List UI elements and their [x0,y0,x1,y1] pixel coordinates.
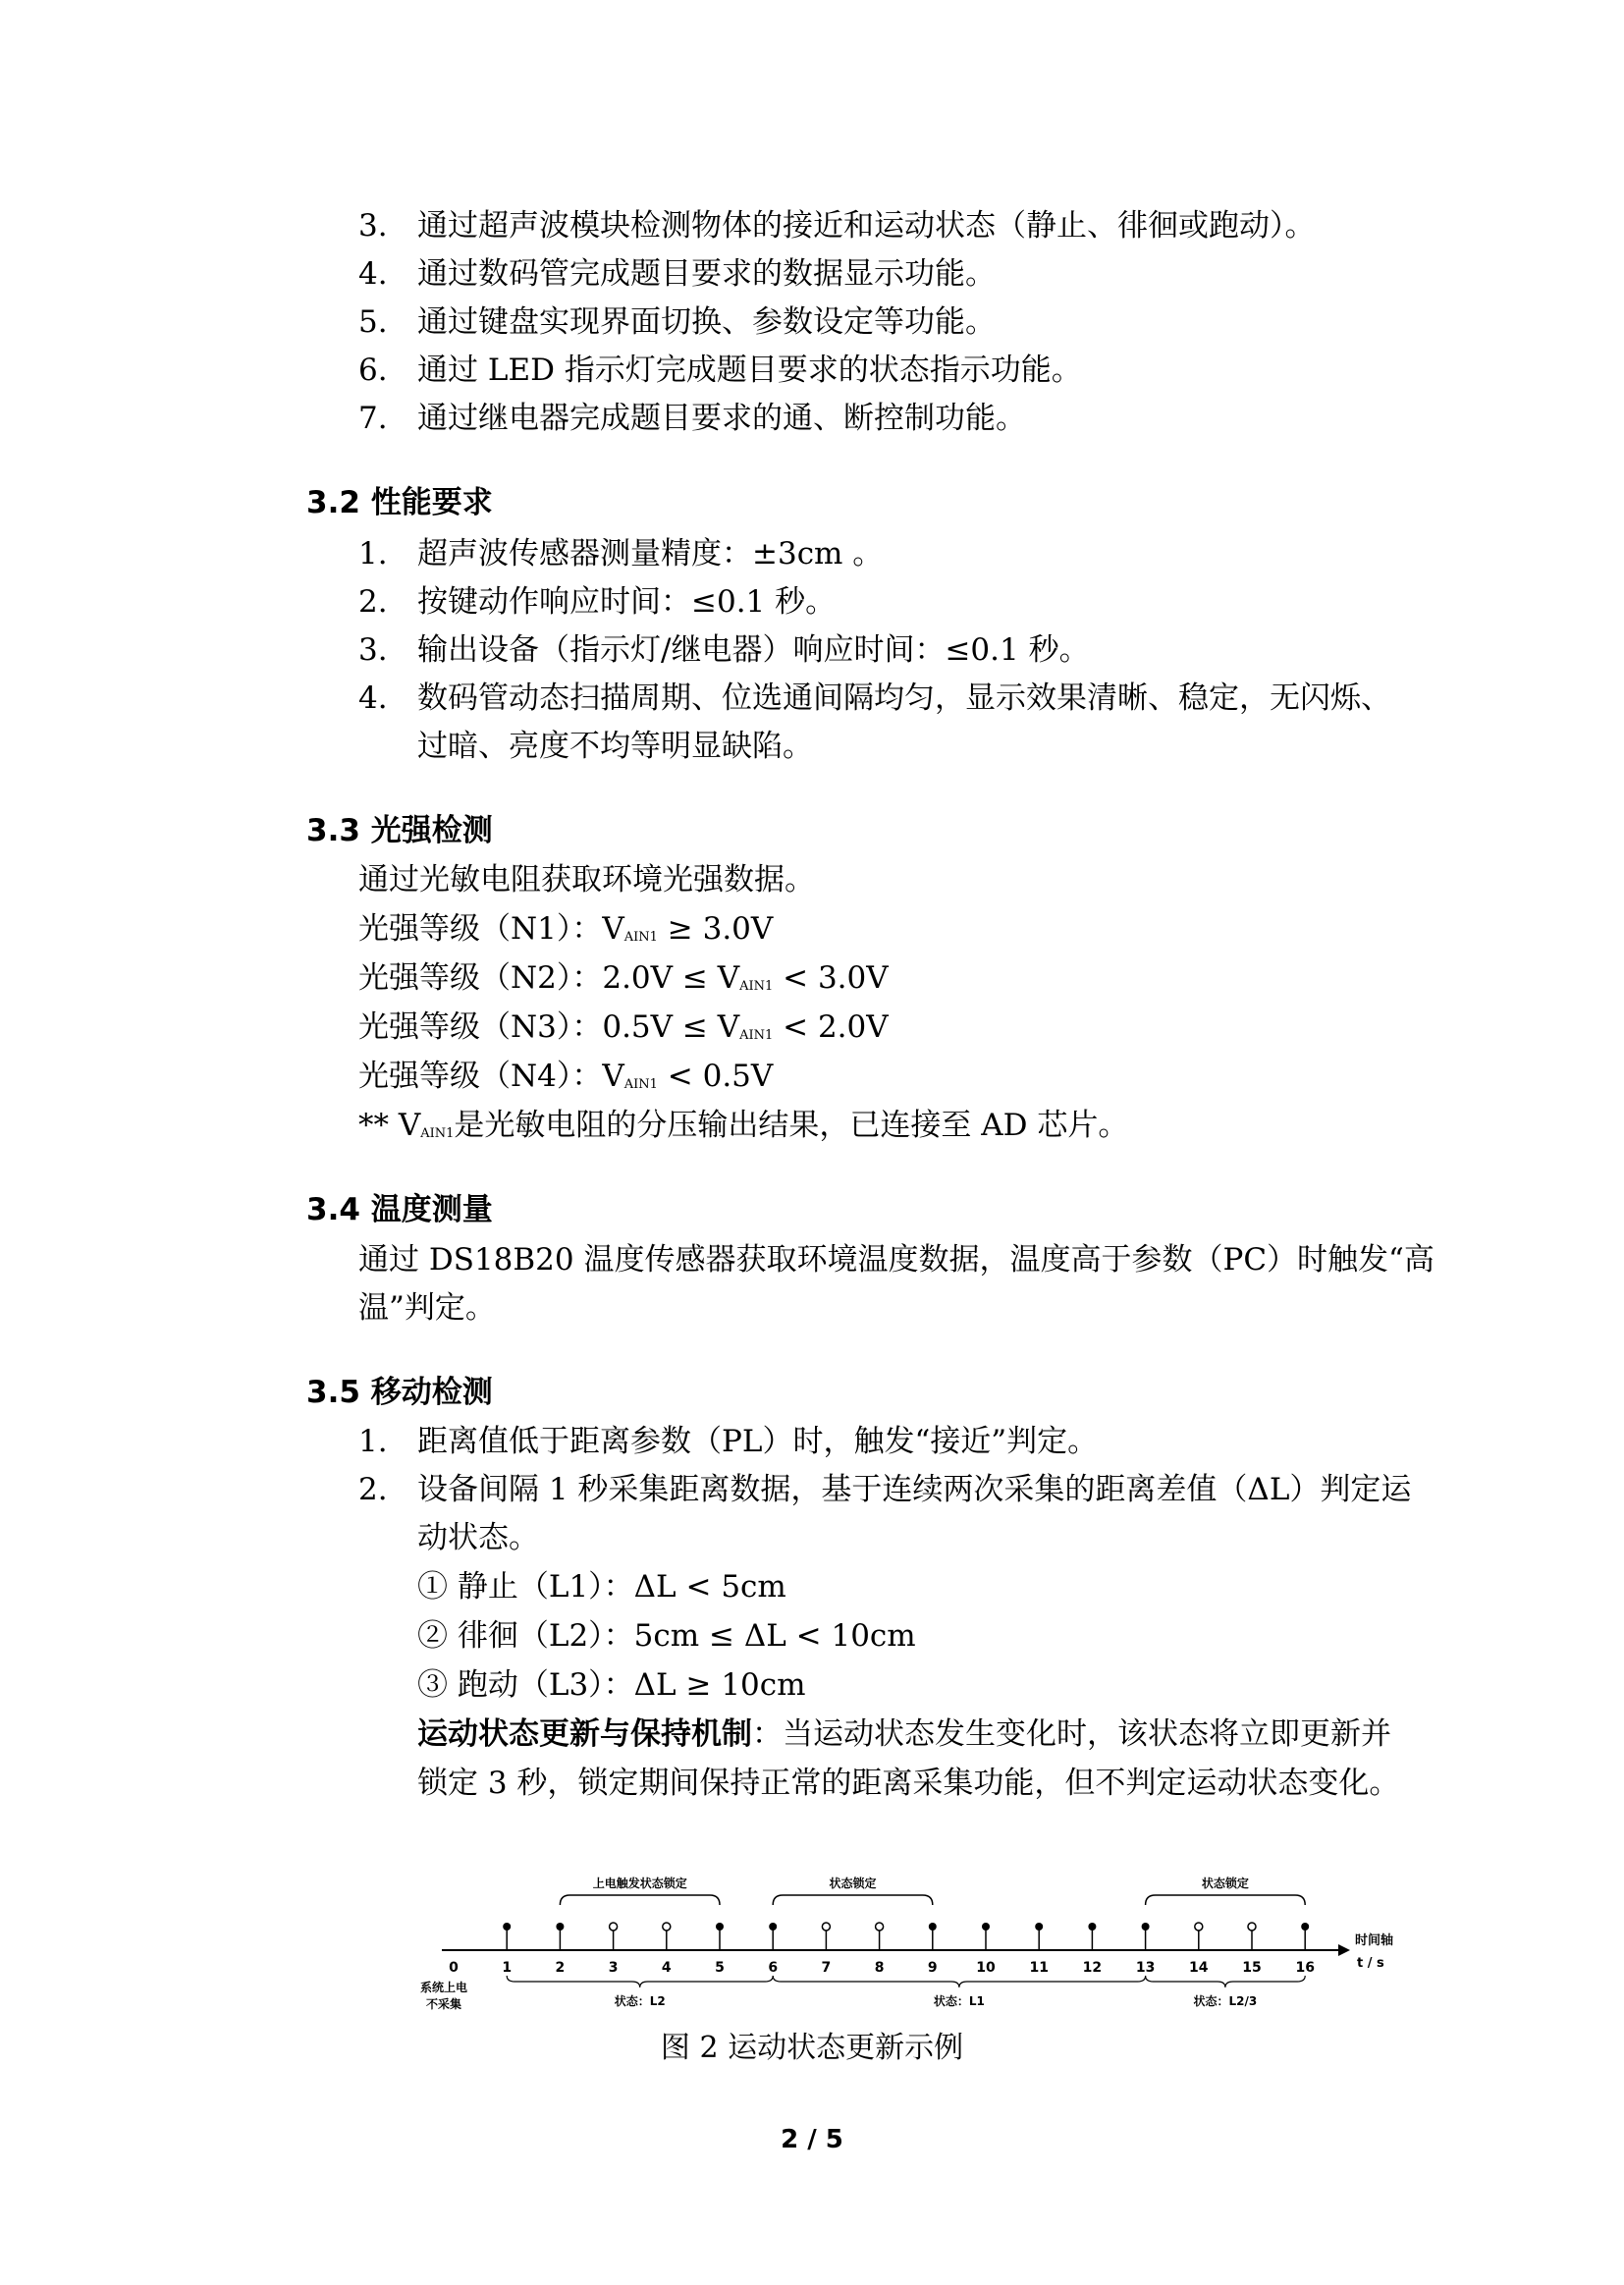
origin-note: 系统上电 [420,1981,468,1994]
sample-point-filled [1088,1923,1096,1931]
list-item: 设备间隔 1 秒采集距离数据，基于连续两次采集的距离差值（ΔL）判定运 [417,1472,1412,1507]
sample-point-filled [769,1923,777,1931]
list-number: 4. [358,680,388,716]
light-level-n4: 光强等级（N4）：$V_{AIN1} < 0.5V$ [358,1059,774,1094]
tick-label: 13 [1135,1960,1156,1976]
state-brace-label: 状态：L2 [614,1994,666,2008]
list-item: 通过超声波模块检测物体的接近和运动状态（静止、徘徊或跑动）。 [417,208,1316,244]
sample-point-hollow [663,1923,671,1931]
sample-point-hollow [1195,1923,1203,1931]
tick-label: 6 [768,1960,779,1976]
motion-state-timeline-figure [412,1836,1394,2023]
lock-bracket [773,1895,933,1905]
section-heading-3-4: 3.4 温度测量 [306,1192,493,1227]
mechanism-paragraph-continuation: 锁定 3 秒，锁定期间保持正常的距离采集功能，但不判定运动状态变化。 [417,1766,1400,1801]
tick-label: 4 [661,1960,672,1976]
light-level-n1: 光强等级（N1）：$V_{AIN1} \ge 3.0V$ [358,911,774,947]
time-axis-arrow [1338,1944,1350,1956]
tick-label: 10 [976,1960,996,1976]
list-number: 2. [358,1472,388,1507]
tick-label: 1 [502,1960,513,1976]
mechanism-paragraph: 运动状态更新与保持机制：当运动状态发生变化时，该状态将立即更新并 [417,1716,1391,1752]
tick-label: 8 [874,1960,885,1976]
tick-label: 12 [1082,1960,1103,1976]
list-number: 5. [358,304,388,340]
list-item-continuation: 动状态。 [417,1520,539,1555]
tick-label: 11 [1029,1960,1049,1976]
list-number: 7. [358,401,388,436]
page-number: 2 / 5 [781,2125,843,2154]
sample-point-filled [982,1923,990,1931]
list-number: 1. [358,536,388,571]
tick-label: 16 [1295,1960,1315,1976]
figure-caption: 图 2 运动状态更新示例 [660,2031,964,2065]
list-number: 3. [358,632,388,668]
list-item: 通过键盘实现界面切换、参数设定等功能。 [417,304,996,340]
list-number: 1. [358,1424,388,1459]
motion-state-l2: ② 徘徊（L2）：5cm ≤ ΔL < 10cm [417,1618,916,1654]
paragraph-continuation: 温”判定。 [358,1290,496,1326]
tick-label: 0 [449,1960,459,1976]
tick-label: 14 [1189,1960,1209,1976]
sample-point-filled [716,1923,724,1931]
list-item: 通过 LED 指示灯完成题目要求的状态指示功能。 [417,353,1082,388]
sample-point-hollow [822,1923,830,1931]
section-heading-3-3: 3.3 光强检测 [306,813,493,848]
state-brace-label: 状态：L2/3 [1193,1994,1258,2008]
list-item: 数码管动态扫描周期、位选通间隔均匀，显示效果清晰、稳定，无闪烁、 [417,680,1391,716]
tick-label: 3 [608,1960,619,1976]
mechanism-title: 运动状态更新与保持机制 [417,1716,752,1752]
lock-bracket [1146,1895,1306,1905]
axis-label: 时间轴 [1355,1933,1394,1948]
section-heading-3-5: 3.5 移动检测 [306,1375,493,1410]
sample-point-filled [503,1923,511,1931]
sample-point-filled [1035,1923,1043,1931]
list-item-continuation: 过暗、亮度不均等明显缺陷。 [417,729,813,764]
lock-bracket [560,1895,720,1905]
section-heading-3-2: 3.2 性能要求 [306,485,493,520]
list-item: 通过数码管完成题目要求的数据显示功能。 [417,256,996,292]
state-brace [773,1976,1145,1987]
lock-bracket-label: 状态锁定 [829,1877,877,1890]
list-item: 距离值低于距离参数（PL）时，触发“接近”判定。 [417,1424,1099,1459]
axis-unit: t / s [1357,1956,1384,1971]
state-brace [1146,1976,1306,1987]
tick-label: 9 [927,1960,938,1976]
list-item: 通过继电器完成题目要求的通、断控制功能。 [417,401,1026,436]
sample-point-hollow [610,1923,618,1931]
lock-bracket-label: 上电触发状态锁定 [592,1877,687,1890]
tick-label: 15 [1242,1960,1262,1976]
tick-label: 7 [821,1960,832,1976]
paragraph: 通过光敏电阻获取环境光强数据。 [358,862,815,898]
tick-label: 5 [715,1960,725,1976]
tick-label: 2 [555,1960,566,1976]
sample-point-hollow [876,1923,884,1931]
state-brace [507,1976,773,1987]
state-brace-label: 状态：L1 [933,1994,985,2008]
list-number: 4. [358,256,388,292]
origin-note: 不采集 [426,1997,462,2011]
light-level-n3: 光强等级（N3）：$0.5V \le V_{AIN1} < 2.0V$ [358,1009,889,1045]
sample-point-hollow [1248,1923,1256,1931]
motion-state-l3: ③ 跑动（L3）：ΔL ≥ 10cm [417,1667,806,1703]
list-item: 按键动作响应时间：≤0.1 秒。 [417,584,837,620]
sample-point-filled [556,1923,564,1931]
list-item: 输出设备（指示灯/继电器）响应时间：≤0.1 秒。 [417,632,1090,668]
list-number: 2. [358,584,388,620]
note: ** $V_{AIN1}$是光敏电阻的分压输出结果，已连接至 AD 芯片。 [358,1108,1129,1143]
sample-point-filled [1301,1923,1309,1931]
light-level-n2: 光强等级（N2）：$2.0V \le V_{AIN1} < 3.0V$ [358,960,889,996]
sample-point-filled [1142,1923,1150,1931]
sample-point-filled [929,1923,937,1931]
paragraph: 通过 DS18B20 温度传感器获取环境温度数据，温度高于参数（PC）时触发“高 [358,1242,1435,1278]
list-number: 6. [358,353,388,388]
list-item: 超声波传感器测量精度：±3cm 。 [417,536,884,571]
motion-state-l1: ① 静止（L1）：ΔL < 5cm [417,1569,786,1605]
lock-bracket-label: 状态锁定 [1201,1877,1249,1890]
list-number: 3. [358,208,388,244]
